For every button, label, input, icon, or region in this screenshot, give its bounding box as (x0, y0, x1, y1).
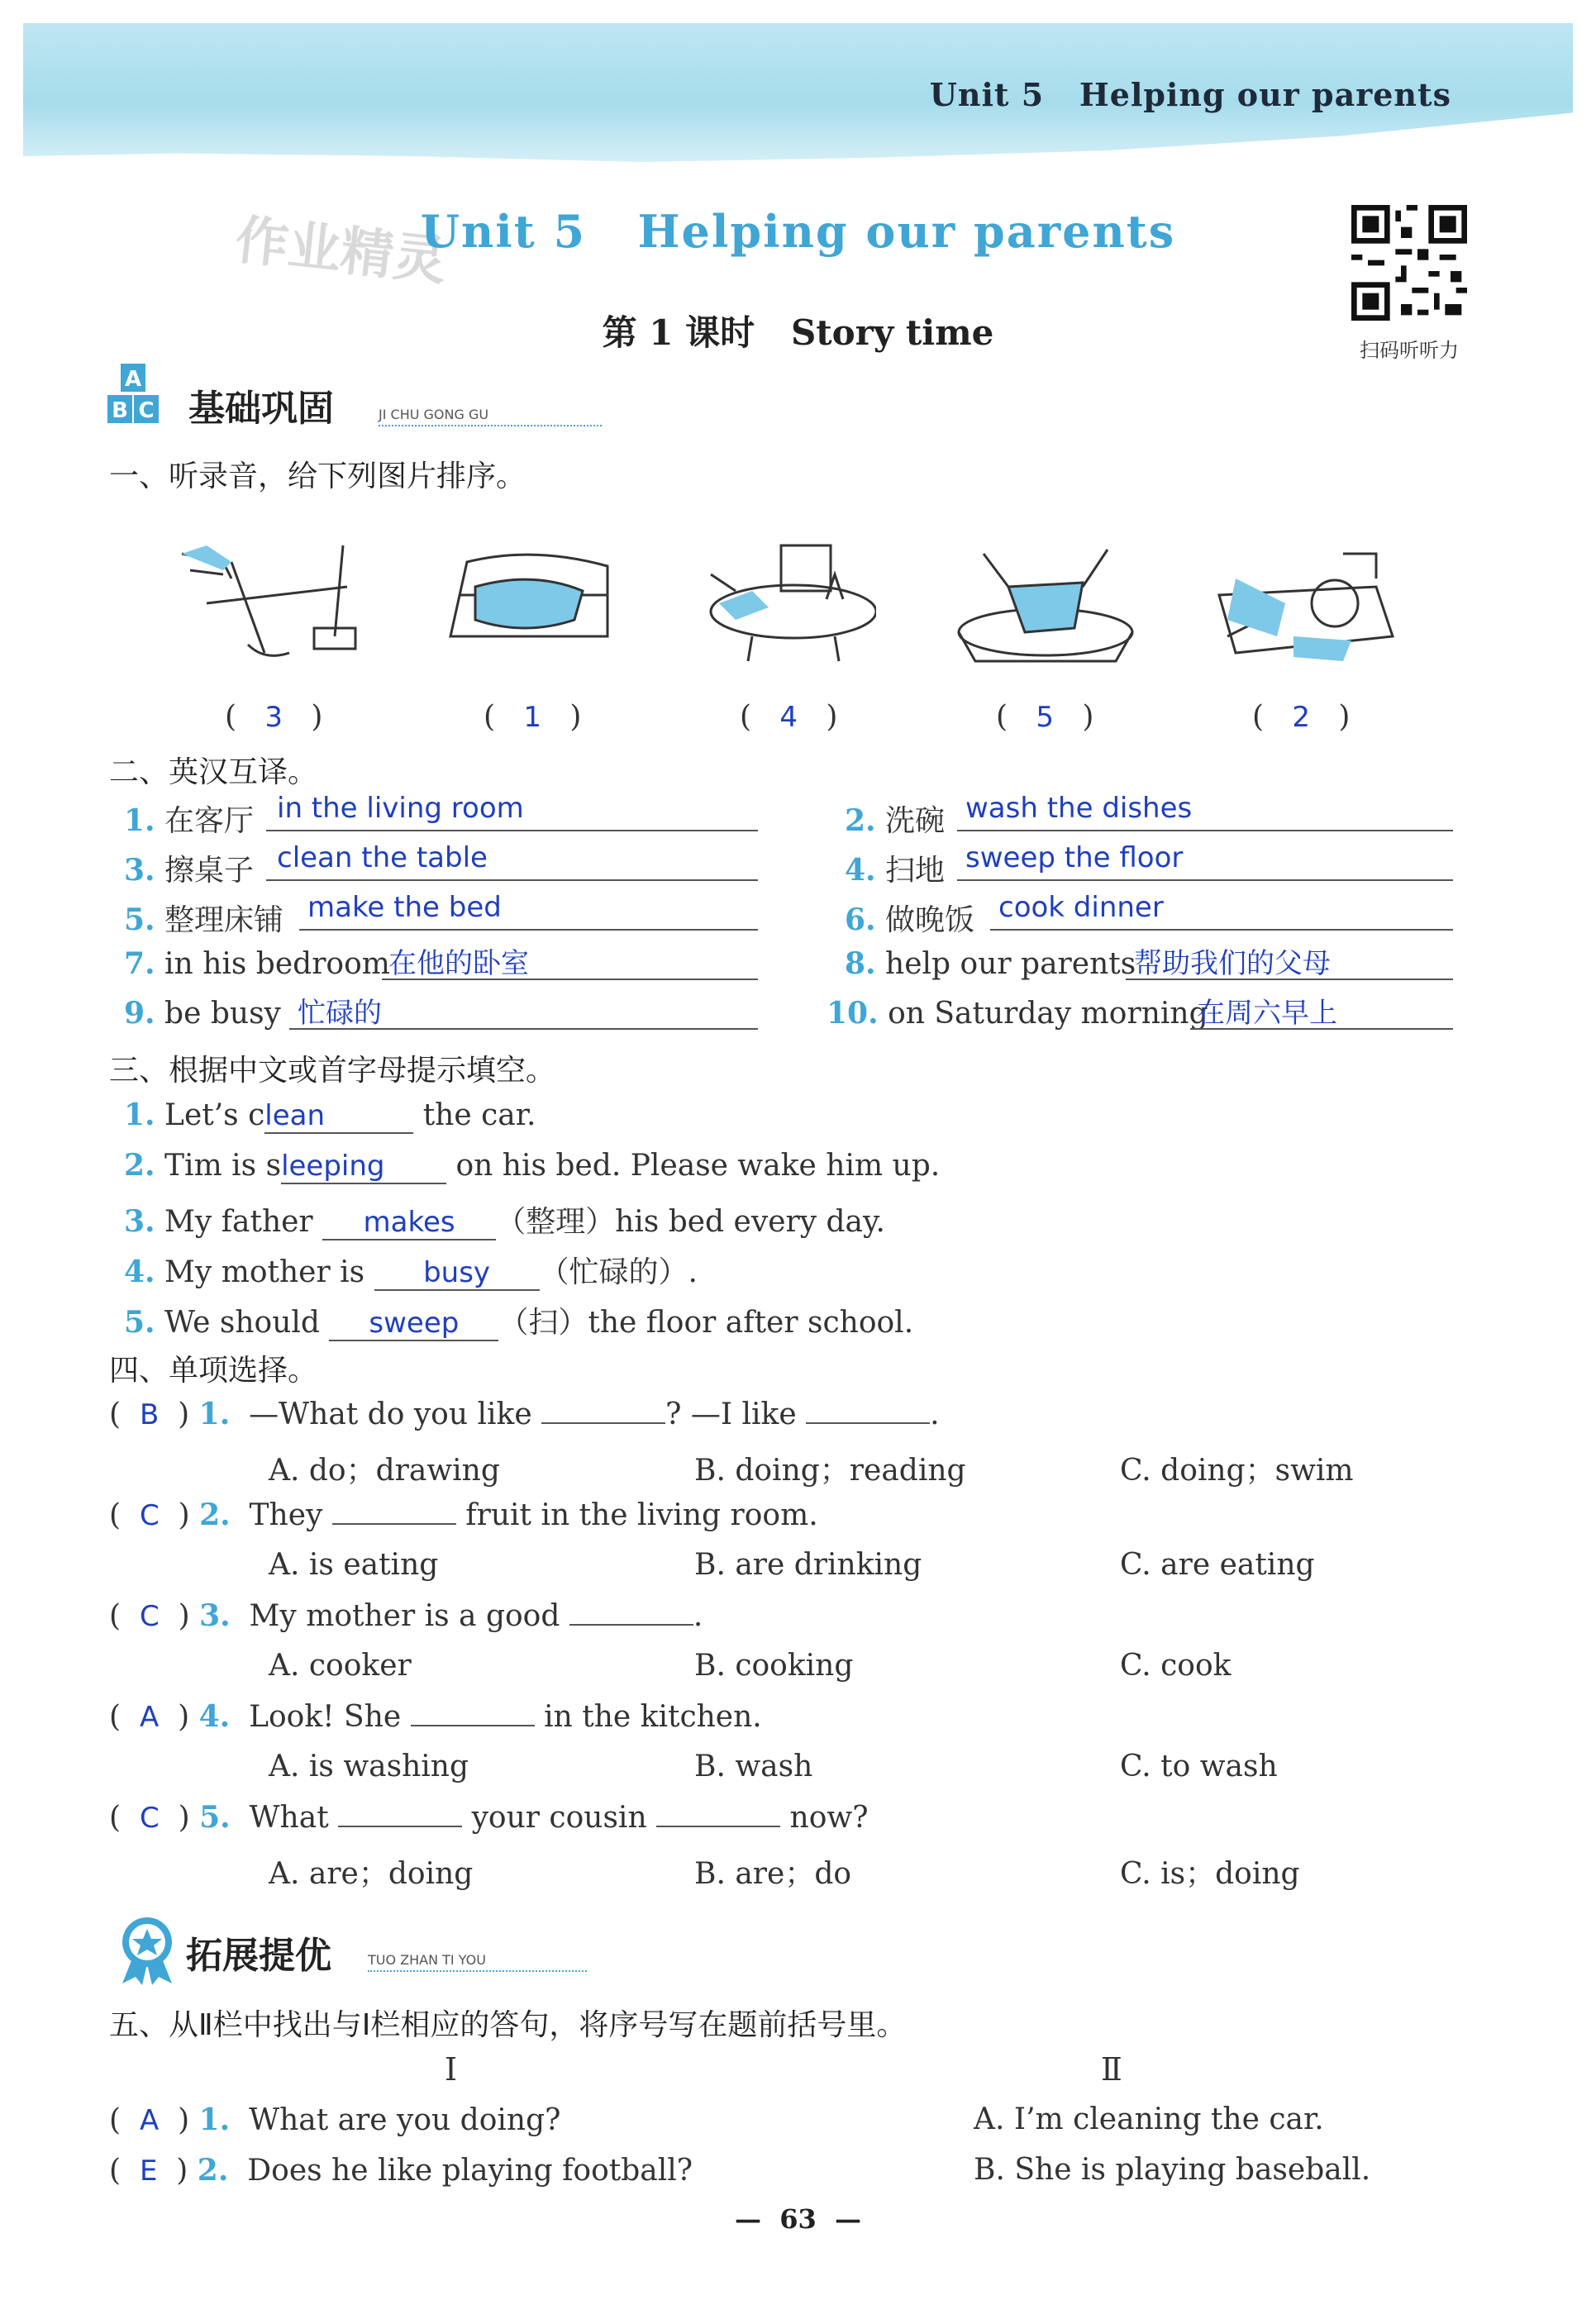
section-extend-title: 拓展提优 (186, 1935, 331, 1977)
q1-heading: 一、听录音，给下列图片排序。 (109, 460, 526, 493)
q2-answer-2: wash the dishes (965, 792, 1193, 825)
q4-item-1: ( B ) 1. —What do you like ? —I like . (109, 1397, 940, 1431)
q2-answer-3: clean the table (277, 841, 488, 874)
q5-heading: 五、从Ⅱ栏中找出与Ⅰ栏相应的答句，将序号写在题前括号里。 (109, 2008, 907, 2042)
wash-clothes-picture (950, 537, 1141, 669)
column-2-label: Ⅱ (1101, 2051, 1122, 2088)
q4-option-1b: B. doing；reading (694, 1454, 966, 1488)
answer-line (299, 929, 758, 931)
answer-line (289, 1028, 758, 1030)
q2-item-3: 3. 擦桌子 (124, 853, 255, 888)
clean-table-picture (703, 541, 876, 665)
svg-text:A: A (124, 367, 142, 392)
answer-line (957, 879, 1453, 881)
q2-item-7: 7. in his bedroom (124, 946, 390, 981)
q3-item-1: 1. Let’s clean the car. (124, 1098, 536, 1132)
q4-option-3c: C. cook (1120, 1649, 1232, 1683)
page-title: Unit 5 Helping our parents (420, 205, 1176, 258)
q4-option-3b: B. cooking (694, 1649, 854, 1683)
q5-item-2: ( E ) 2. Does he like playing football? (109, 2153, 693, 2188)
section-divider (379, 425, 602, 426)
q2-item-10: 10. on Saturday morning (827, 996, 1208, 1031)
q5-option-b: B. She is playing baseball. (974, 2153, 1371, 2187)
medal-icon (116, 1916, 179, 1985)
q4-option-3a: A. cooker (269, 1649, 412, 1683)
q4-option-5c: C. is；doing (1120, 1857, 1300, 1891)
svg-text:B: B (112, 398, 128, 423)
make-bed-picture (442, 545, 624, 661)
q2-item-6: 6. 做晚饭 (845, 902, 975, 937)
q4-item-5: ( C ) 5. What your cousin now? (109, 1800, 869, 1835)
q2-item-2: 2. 洗碗 (845, 803, 946, 838)
q3-item-2: 2. Tim is sleeping on his bed. Please wake him up. (124, 1148, 941, 1183)
q2-item-5: 5. 整理床铺 (124, 902, 284, 937)
q2-answer-4: sweep the floor (965, 841, 1184, 874)
q4-heading: 四、单项选择。 (109, 1354, 318, 1388)
q2-item-1: 1. 在客厅 (124, 803, 255, 838)
section-extend-pinyin: TUO ZHAN TI YOU (368, 1952, 486, 1968)
running-header (930, 76, 1451, 113)
qr-code-icon[interactable] (1351, 205, 1467, 321)
q2-answer-8: 帮助我们的父母 (1134, 947, 1331, 980)
wash-dishes-picture (1211, 545, 1401, 669)
answer-line (1126, 979, 1453, 980)
q5-option-a: A. I’m cleaning the car. (974, 2102, 1324, 2136)
q2-item-8: 8. help our parents (845, 946, 1136, 981)
q4-item-2: ( C ) 2. They fruit in the living room. (109, 1498, 818, 1532)
q4-option-5b: B. are；do (694, 1857, 852, 1891)
q4-option-4b: B. wash (694, 1750, 813, 1783)
q4-option-2a: A. is eating (269, 1548, 439, 1582)
q1-answer-5: ( 2 ) (1252, 700, 1351, 734)
svg-text:C: C (138, 398, 155, 423)
q4-option-2c: C. are eating (1120, 1548, 1315, 1582)
answer-line (382, 979, 758, 980)
q2-answer-9: 忙碌的 (298, 997, 382, 1030)
q4-option-5a: A. are；doing (269, 1857, 474, 1891)
q3-heading: 三、根据中文或首字母提示填空。 (109, 1054, 556, 1088)
q2-heading: 二、英汉互译。 (109, 755, 318, 789)
q2-answer-5: make the bed (307, 891, 502, 924)
column-1-label: Ⅰ (445, 2051, 458, 2088)
q2-answer-1: in the living room (277, 792, 524, 825)
q5-item-1: ( A ) 1. What are you doing? (109, 2102, 561, 2137)
q1-answer-2: ( 1 ) (484, 700, 582, 734)
header-unit: Unit 5 (929, 76, 1045, 113)
header-title: Helping our parents (1079, 76, 1451, 113)
lesson-title: 第 1 课时 Story time (602, 312, 994, 353)
q2-answer-7: 在他的卧室 (388, 947, 529, 980)
answer-line (266, 879, 758, 881)
q4-option-2b: B. are drinking (694, 1548, 922, 1582)
qr-label: 扫码听听力 (1360, 339, 1459, 362)
q1-answer-4: ( 5 ) (996, 700, 1094, 734)
q3-item-5: 5. We should sweep （扫）the floor after school. (124, 1305, 914, 1340)
q2-answer-10: 在周六早上 (1197, 997, 1337, 1030)
answer-line (1190, 1028, 1453, 1030)
answer-line (990, 929, 1453, 931)
answer-line (266, 830, 758, 831)
q2-item-4: 4. 扫地 (845, 853, 946, 888)
q2-item-9: 9. be busy (124, 996, 281, 1031)
q1-answer-3: ( 4 ) (740, 700, 838, 734)
q1-answer-1: ( 3 ) (225, 700, 323, 734)
q4-option-1c: C. doing；swim (1120, 1454, 1354, 1488)
page-number: — 63 — (734, 2203, 862, 2235)
q4-option-4c: C. to wash (1120, 1750, 1278, 1783)
q4-item-3: ( C ) 3. My mother is a good . (109, 1598, 703, 1633)
q3-item-4: 4. My mother is busy （忙碌的）. (124, 1255, 698, 1289)
answer-line (957, 830, 1453, 831)
q3-item-3: 3. My father makes （整理）his bed every day. (124, 1204, 885, 1239)
sweep-floor-picture (174, 537, 364, 669)
q2-answer-6: cook dinner (998, 891, 1164, 924)
watermark-logo: 作业精灵 (232, 209, 450, 293)
section-divider (368, 1970, 587, 1972)
abc-icon (107, 364, 159, 425)
q4-item-4: ( A ) 4. Look! She in the kitchen. (109, 1699, 762, 1734)
section-basic-title: 基础巩固 (188, 388, 334, 430)
section-basic-pinyin: JI CHU GONG GU (379, 407, 489, 422)
q4-option-4a: A. is washing (269, 1750, 469, 1783)
q4-option-1a: A. do；drawing (269, 1454, 500, 1488)
